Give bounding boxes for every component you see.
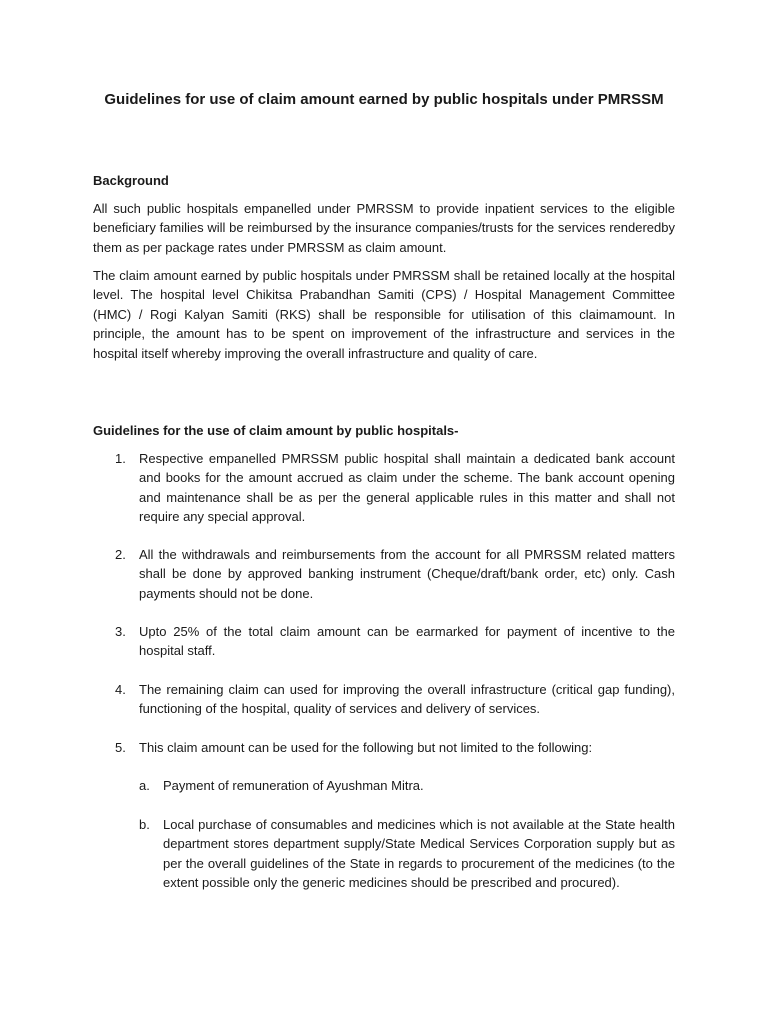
list-text: This claim amount can be used for the following but not limited to the following: [139, 740, 593, 755]
list-text: All the withdrawals and reimbursements from the account for all PMRSSM related matters shall be done by approved banking instrument (Cheque/draft/bank order, etc) only. Cash payments should not be done. [139, 547, 675, 601]
list-number: 4. [115, 682, 126, 697]
background-heading: Background [93, 173, 169, 188]
background-paragraph-2: The claim amount earned by public hospitals under PMRSSM shall be retained locally at the hospital level. The hospital level Chikitsa Prabandhan Samiti (CPS) / Hospital Management Committee (HMC) / Rogi Kalyan Samiti (RKS) shall be responsible for utilisation of this claimamount. In principle, the amount has to be spent on improvement of the infrastructure and services in the hospital itself whereby improving the overall infrastructure and quality of care. [93, 268, 675, 361]
guidelines-heading: Guidelines for the use of claim amount by public hospitals- [93, 423, 459, 438]
list-text: The remaining claim can used for improving the overall infrastructure (critical gap funding), functioning of the hospital, quality of services and delivery of services. [139, 682, 675, 717]
list-number: 1. [115, 451, 126, 466]
sub-letter: b. [139, 817, 150, 832]
document-title: Guidelines for use of claim amount earned by public hospitals under PMRSSM [104, 91, 664, 108]
list-text: Upto 25% of the total claim amount can be earmarked for payment of incentive to the hospital staff. [139, 624, 675, 659]
list-text: Respective empanelled PMRSSM public hospital shall maintain a dedicated bank account and books for the amount accrued as claim under the scheme. The bank account opening and maintenance shall be as per the general applicable rules in this matter and shall not require any special approval. [139, 451, 675, 525]
list-number: 5. [115, 740, 126, 755]
sub-letter: a. [139, 778, 150, 793]
list-number: 3. [115, 624, 126, 639]
list-number: 2. [115, 547, 126, 562]
background-paragraph-1: All such public hospitals empanelled under PMRSSM to provide inpatient services to the eligible beneficiary families will be reimbursed by the insurance companies/trusts for the services renderedby them as per package rates under PMRSSM as claim amount. [93, 201, 675, 255]
sub-text: Local purchase of consumables and medicines which is not available at the State health department stores department supply/State Medical Services Corporation supply but as per the overall guidelines of the State in regards to procurement of the medicines (to the extent possible only the generic medicines should be prescribed and procured). [163, 817, 675, 891]
sub-text: Payment of remuneration of Ayushman Mitra. [163, 778, 424, 793]
